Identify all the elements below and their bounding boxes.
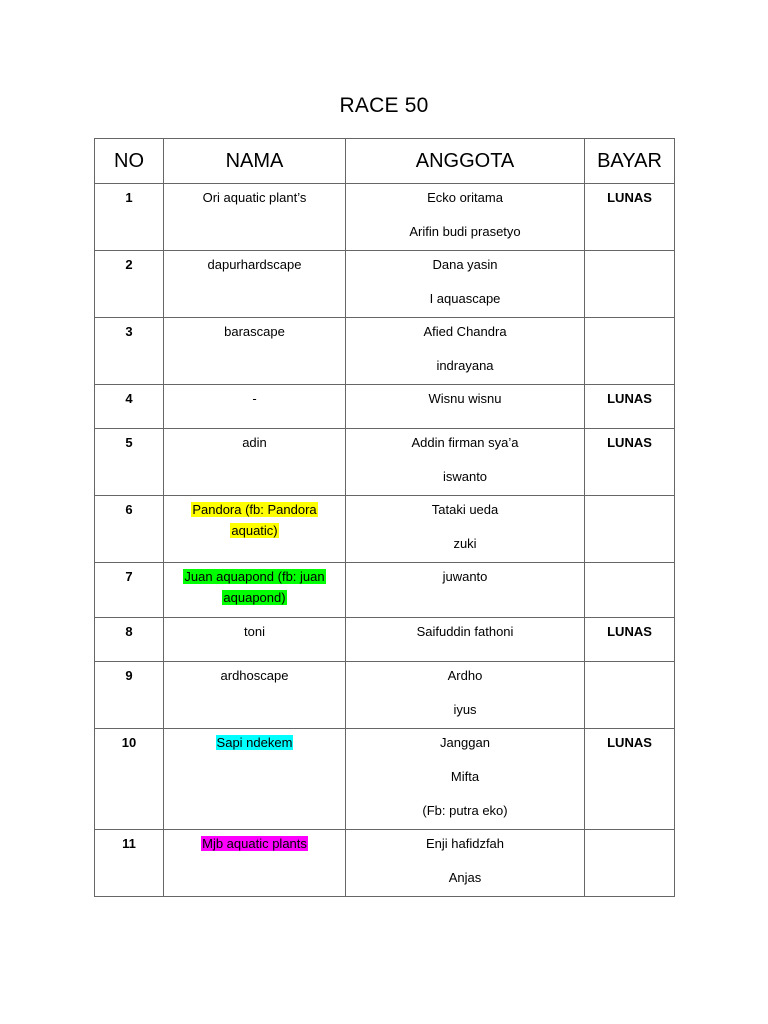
cell-no: 7: [95, 563, 164, 618]
cell-bayar: [585, 662, 675, 729]
cell-bayar: [585, 318, 675, 385]
nama-text: -: [252, 391, 257, 406]
anggota-name: juwanto: [442, 569, 488, 584]
cell-anggota: [346, 184, 585, 251]
cell-nama: [164, 318, 346, 385]
nama-line: [164, 388, 345, 409]
table-row: [95, 830, 675, 897]
nama-line: [164, 499, 345, 520]
cell-bayar: [585, 830, 675, 897]
cell-nama: [164, 429, 346, 496]
anggota-name: zuki: [453, 536, 477, 551]
nama-line: [164, 665, 345, 686]
nama-text: dapurhardscape: [207, 257, 302, 272]
cell-bayar: LUNAS: [585, 184, 675, 251]
nama-line: [164, 732, 345, 753]
cell-bayar: LUNAS: [585, 618, 675, 662]
cell-nama: [164, 496, 346, 563]
race-table: [94, 138, 675, 897]
anggota-name: Ecko oritama: [427, 190, 503, 205]
cell-no: 11: [95, 830, 164, 897]
cell-bayar: [585, 563, 675, 618]
anggota-name: (Fb: putra eko): [422, 803, 508, 818]
table-row: [95, 563, 675, 618]
cell-anggota: [346, 618, 585, 662]
page-title: RACE 50: [339, 94, 429, 117]
anggota-name: indrayana: [436, 358, 494, 373]
table-row: [95, 618, 675, 662]
anggota-name: Arifin budi prasetyo: [409, 224, 521, 239]
anggota-name: iswanto: [442, 469, 488, 484]
anggota-name: Janggan: [440, 735, 490, 750]
anggota-name: Wisnu wisnu: [428, 391, 502, 406]
nama-text: ardhoscape: [220, 668, 289, 683]
cell-nama: [164, 385, 346, 429]
cell-no: 8: [95, 618, 164, 662]
anggota-name: Ardho: [447, 668, 483, 683]
cell-bayar: [585, 496, 675, 563]
nama-text: Mjb aquatic plants: [202, 836, 307, 851]
header-no: NO: [95, 139, 164, 184]
anggota-name: Tataki ueda: [431, 502, 499, 517]
cell-anggota: [346, 563, 585, 618]
nama-text: aquatic): [231, 523, 278, 538]
anggota-name: Afied Chandra: [423, 324, 507, 339]
cell-anggota: [346, 496, 585, 563]
cell-anggota: [346, 251, 585, 318]
table-row: [95, 662, 675, 729]
cell-no: 6: [95, 496, 164, 563]
table-row: [95, 184, 675, 251]
nama-line: [164, 621, 345, 642]
nama-line: [164, 187, 345, 208]
cell-no: 4: [95, 385, 164, 429]
nama-text: adin: [242, 435, 267, 450]
table-row: [95, 251, 675, 318]
cell-bayar: LUNAS: [585, 729, 675, 830]
anggota-name: I aquascape: [429, 291, 501, 306]
cell-anggota: [346, 662, 585, 729]
nama-text: toni: [244, 624, 265, 639]
header-nama: NAMA: [164, 139, 346, 184]
nama-line: [164, 566, 345, 587]
nama-line: [164, 833, 345, 854]
cell-bayar: LUNAS: [585, 429, 675, 496]
anggota-name: Enji hafidzfah: [425, 836, 505, 851]
nama-line: [164, 520, 345, 541]
nama-line: [164, 254, 345, 275]
nama-line: [164, 432, 345, 453]
anggota-name: Saifuddin fathoni: [416, 624, 514, 639]
nama-text: Ori aquatic plant’s: [202, 190, 307, 205]
cell-nama: [164, 184, 346, 251]
cell-nama: [164, 662, 346, 729]
nama-text: Sapi ndekem: [216, 735, 293, 750]
anggota-name: iyus: [453, 702, 477, 717]
nama-text: barascape: [224, 324, 285, 339]
header-row: [95, 139, 675, 184]
cell-anggota: [346, 385, 585, 429]
table-body: [95, 184, 675, 897]
header-bayar: BAYAR: [585, 139, 675, 184]
cell-nama: [164, 563, 346, 618]
nama-text: Juan aquapond (fb: juan: [184, 569, 325, 584]
cell-anggota: [346, 318, 585, 385]
table-row: [95, 496, 675, 563]
nama-text: Pandora (fb: Pandora: [192, 502, 317, 517]
header-anggota: ANGGOTA: [346, 139, 585, 184]
anggota-name: Anjas: [448, 870, 482, 885]
cell-no: 10: [95, 729, 164, 830]
cell-nama: [164, 830, 346, 897]
cell-bayar: LUNAS: [585, 385, 675, 429]
cell-anggota: [346, 830, 585, 897]
anggota-name: Addin firman sya’a: [411, 435, 519, 450]
table-row: [95, 318, 675, 385]
nama-text: aquapond): [223, 590, 286, 605]
cell-nama: [164, 251, 346, 318]
nama-line: [164, 587, 345, 608]
table-row: [95, 385, 675, 429]
cell-no: 3: [95, 318, 164, 385]
cell-nama: [164, 618, 346, 662]
cell-anggota: [346, 429, 585, 496]
cell-no: 1: [95, 184, 164, 251]
cell-no: 9: [95, 662, 164, 729]
cell-bayar: [585, 251, 675, 318]
cell-nama: [164, 729, 346, 830]
cell-no: 5: [95, 429, 164, 496]
anggota-name: Dana yasin: [432, 257, 498, 272]
anggota-name: Mifta: [450, 769, 480, 784]
cell-no: 2: [95, 251, 164, 318]
table-row: [95, 729, 675, 830]
cell-anggota: [346, 729, 585, 830]
nama-line: [164, 321, 345, 342]
table-row: [95, 429, 675, 496]
